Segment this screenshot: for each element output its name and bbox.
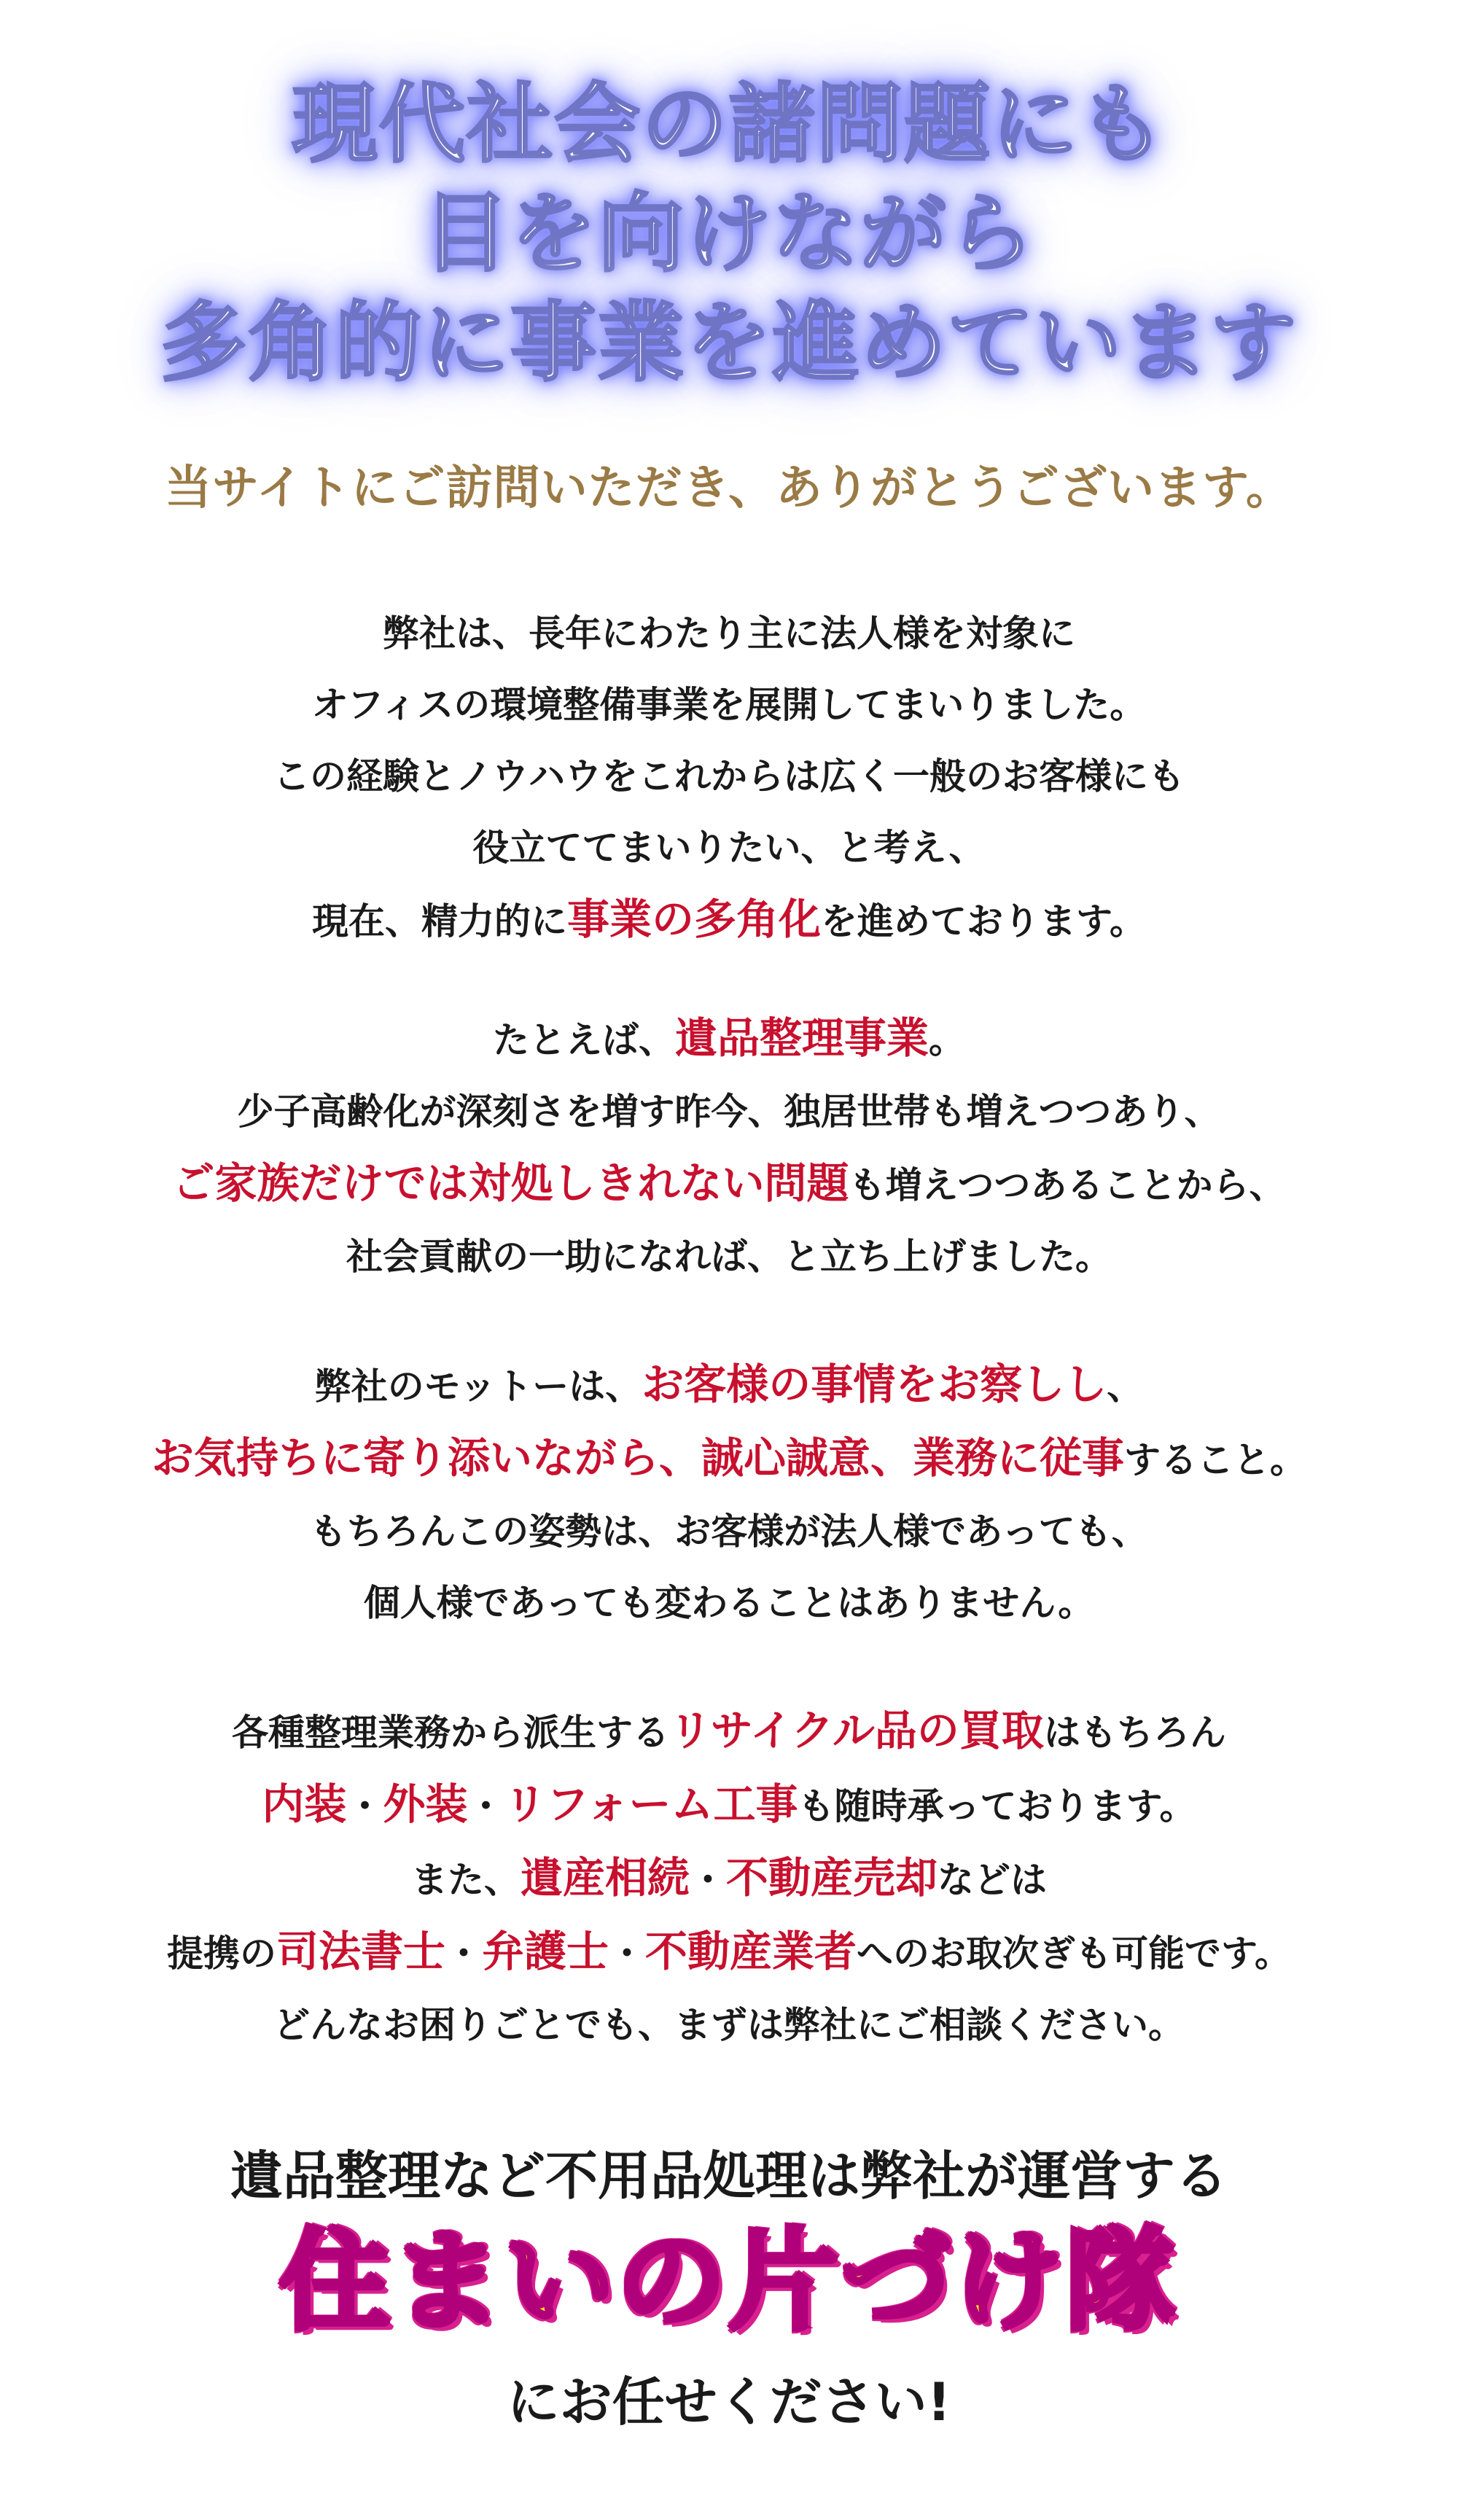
highlight-text: お気持ちに寄り添いながら、誠心誠意、業務に従事 [151,1433,1124,1483]
highlight-text: お客様の事情をお察しし [642,1360,1107,1409]
text-line [0,1916,1458,1989]
text-segment: 現在、精力的に [311,900,567,943]
highlight-text: 不動産売却 [726,1853,938,1903]
text-line: この経験とノウハウをこれからは広く一般のお客様にも [273,755,1185,797]
text-segment: などは [937,1859,1048,1901]
text-segment: ・ [346,1785,383,1827]
text-segment: ・ [690,1859,726,1901]
text-segment: を進めております。 [821,900,1146,943]
text-line [0,883,1458,957]
highlight-text: 不動産業者 [645,1927,857,1976]
highlight-text: リフォーム工事 [504,1779,798,1829]
text-segment: はもちろん [1043,1712,1226,1754]
text-segment: 、 [1107,1365,1144,1408]
text-segment: へのお取次ぎも可能です。 [857,1932,1292,1975]
paragraph-diversification [0,598,1458,957]
text-line [0,1842,1458,1916]
text-line [0,1768,1458,1842]
highlight-text: 司法書士 [276,1927,445,1976]
highlight-text: 遺品整理事業 [674,1013,929,1063]
highlight-text: 事業の多角化 [566,894,821,944]
text-segment: ・ [609,1932,645,1975]
headline [0,69,1458,397]
closing-lead: 遺品整理など不用品処理は弊社が運営する [230,2145,1228,2207]
text-segment: 各種整理業務から派生する [232,1712,670,1754]
text-segment: ・ [445,1932,482,1975]
highlight-text: 内装 [262,1779,347,1829]
text-segment: たとえば、 [492,1019,675,1061]
text-segment: すること。 [1124,1439,1306,1481]
text-segment: も増えつつあることから、 [849,1164,1286,1206]
text-line: オフィスの環境整備事業を展開してまいりました。 [311,684,1147,726]
text-line: 少子高齢化が深刻さを増す昨今、独居世帯も増えつつあり、 [237,1091,1221,1133]
text-line [0,1002,1458,1076]
brand-logo-text: 住まいの片づけ隊 [279,2218,1178,2345]
highlight-text: ご家族だけでは対処しきれない問題 [172,1158,849,1208]
text-line: 社会貢献の一助になれば、と立ち上げました。 [346,1236,1112,1278]
text-line [0,1349,1458,1422]
text-segment: も随時承っております。 [798,1785,1196,1827]
highlight-text: 弁護士 [481,1927,609,1976]
paragraph-estate-cleanup [0,1002,1458,1292]
headline-line-2: 目を向けながら [422,183,1035,284]
text-line [0,1695,1458,1768]
highlight-text: 外装 [383,1779,468,1829]
closing-call-to-action: にお任せください! [507,2371,951,2433]
highlight-text: 遺産相続 [520,1853,690,1903]
headline-line-1: 現代社会の諸問題にも [291,74,1166,174]
text-segment: 提携の [166,1932,276,1975]
text-segment: 弊社のモットーは、 [314,1365,642,1408]
text-line: 役立ててまいりたい、と考え、 [472,827,986,869]
paragraph-motto [0,1349,1458,1639]
headline-line-3: 多角的に事業を進めています [160,292,1298,393]
text-line: どんなお困りごとでも、まずは弊社にご相談ください。 [273,2004,1185,2046]
highlight-text: リサイクル品の買取 [669,1706,1044,1755]
text-segment: また、 [410,1859,521,1901]
text-segment: 。 [929,1019,965,1061]
paragraph-services [0,1695,1458,2061]
text-line [0,1422,1458,1496]
text-line: 弊社は、長年にわたり主に法人様を対象に [383,612,1075,655]
text-line [0,1147,1458,1221]
text-line: もちろんこの姿勢は、お客様が法人様であっても、 [310,1510,1148,1553]
text-segment: ・ [467,1785,504,1827]
greeting: 当サイトにご訪問いただき、ありがとうございます。 [165,461,1293,515]
text-line: 個人様であっても変わることはありません。 [363,1582,1095,1624]
